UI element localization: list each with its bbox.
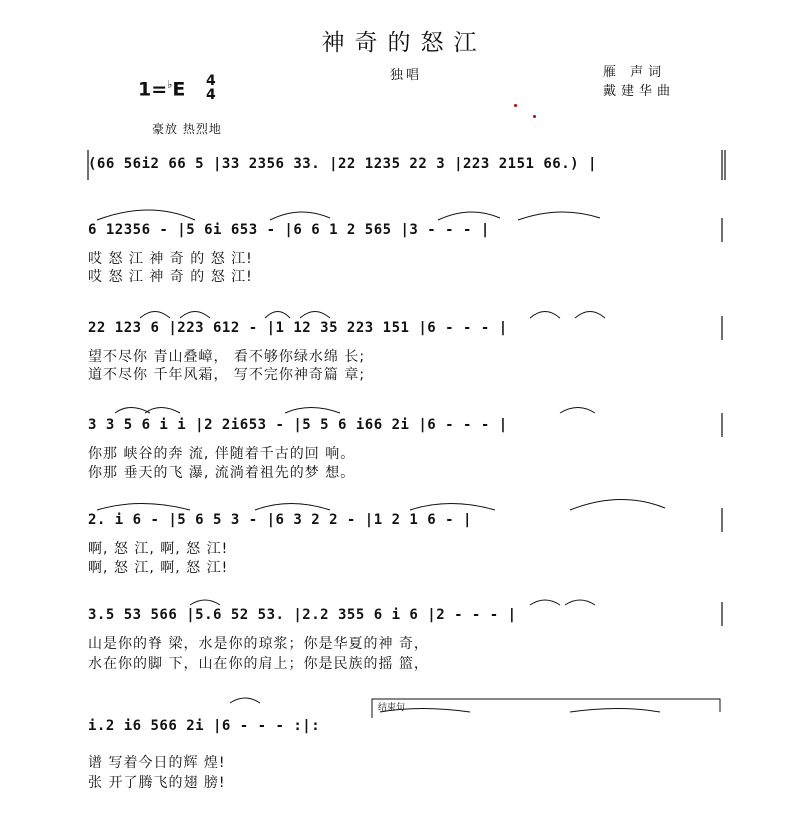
tempo-marking: 豪放 热烈地 xyxy=(152,122,222,136)
flat-icon: ♭ xyxy=(167,78,173,91)
lyric-row-2-verse-1: 哎 怒 江 神 奇 的 怒 江! xyxy=(88,251,253,267)
lyric-row-7-verse-2: 张 开了腾飞的翅 膀! xyxy=(88,775,226,791)
score-row-4: 3 3 5 6 i i |2 2i653 - |5 5 6 i66 2i |6 - - - | xyxy=(88,417,508,433)
score-row-6: 3.5 53 566 |5.6 52 53. |2.2 355 6 i 6 |2 - - - | xyxy=(88,607,517,623)
score-row-5: 2. i 6 - |5 6 5 3 - |6 3 2 2 - |1 2 1 6 - | xyxy=(88,512,472,528)
lyricist: 雁 声词 xyxy=(603,65,667,80)
time-bottom: 4 xyxy=(206,87,216,103)
lyric-row-5-verse-2: 啊, 怒 江, 啊, 怒 江! xyxy=(88,560,229,576)
ending-label: 结束句 xyxy=(378,703,406,713)
lyric-row-4-verse-2: 你那 垂天的飞 瀑, 流淌着祖先的梦 想。 xyxy=(88,465,356,481)
lyric-row-3-verse-2: 道不尽你 千年风霜， 写不完你神奇篇 章; xyxy=(88,367,366,383)
score-row-2: 6 12356 - |5 6i 653 - |6 6 1 2 565 |3 - - - | xyxy=(88,222,490,238)
song-subtitle: 独唱 xyxy=(390,68,423,83)
lyric-row-4-verse-1: 你那 峡谷的奔 流, 伴随着千古的回 响。 xyxy=(88,446,356,462)
key-prefix: 1= xyxy=(138,78,168,101)
key-note: E xyxy=(172,78,186,101)
lyric-row-6-verse-1: 山是你的脊 梁，水是你的琼浆；你是华夏的神 奇， xyxy=(88,636,429,652)
song-title: 神奇的怒江 xyxy=(321,30,487,56)
score-row-3: 22 123 6 |223 612 - |1 12 35 223 151 |6 - - - | xyxy=(88,320,508,336)
score-row-7: i.2 i6 566 2i |6 - - - :|: xyxy=(88,718,321,734)
composer: 戴建华曲 xyxy=(603,84,676,99)
lyric-row-3-verse-1: 望不尽你 青山叠嶂， 看不够你绿水绵 长; xyxy=(88,349,366,365)
lyric-row-6-verse-2: 水在你的脚 下，山在你的肩上；你是民族的摇 篮， xyxy=(88,656,429,672)
score-row-1: (66 56i2 66 5 |33 2356 33. |22 1235 22 3 |223 2151 66.) | xyxy=(88,156,597,172)
lyric-row-2-verse-2: 哎 怒 江 神 奇 的 怒 江! xyxy=(88,269,253,285)
lyric-row-7-verse-1: 谱 写着今日的辉 煌! xyxy=(88,755,226,771)
time-top: 4 xyxy=(206,73,216,89)
lyric-row-5-verse-1: 啊, 怒 江, 啊, 怒 江! xyxy=(88,541,229,557)
